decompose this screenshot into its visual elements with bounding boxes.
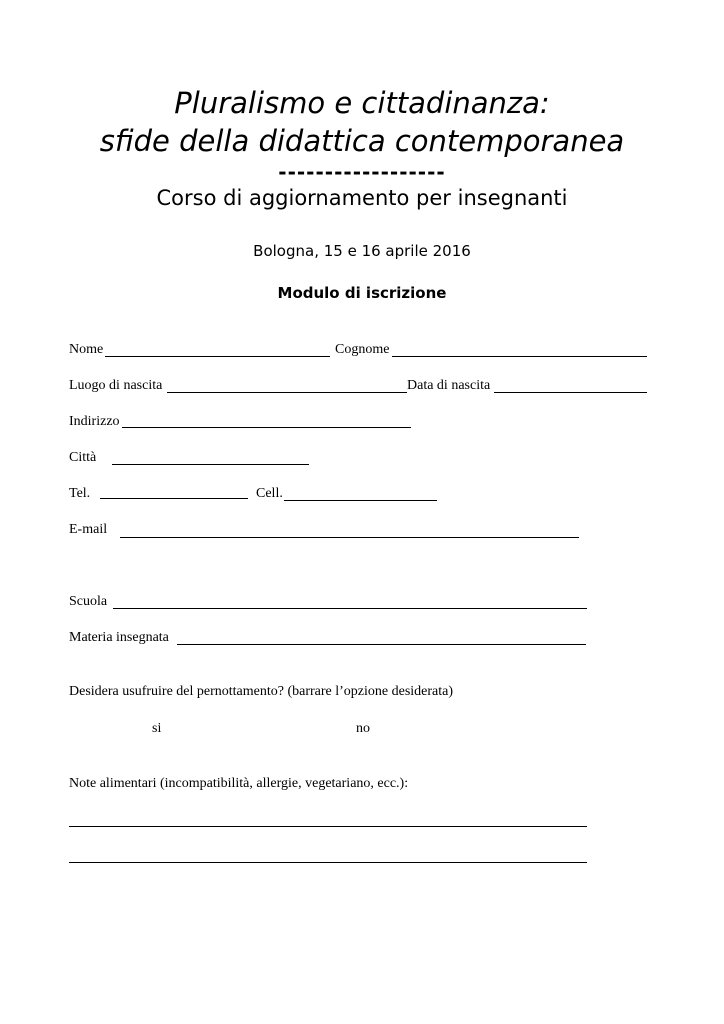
tel-label: Tel.: [69, 486, 91, 501]
indirizzo-label: Indirizzo: [69, 414, 120, 429]
notes-line-2[interactable]: [69, 862, 587, 863]
cognome-label: Cognome: [335, 342, 390, 357]
citta-field[interactable]: [112, 464, 309, 465]
cell-label: Cell.: [256, 486, 283, 501]
citta-label: Città: [69, 450, 97, 465]
title-line-1: Pluralismo e cittadinanza:: [174, 86, 550, 120]
overnight-option-no[interactable]: no: [356, 721, 370, 736]
subtitle: Corso di aggiornamento per insegnanti: [156, 186, 568, 210]
notes-line-1[interactable]: [69, 826, 587, 827]
scuola-field[interactable]: [113, 608, 587, 609]
luogo-nascita-label: Luogo di nascita: [69, 378, 163, 393]
title-line-2: sfide della didattica contemporanea: [99, 124, 625, 158]
cognome-field[interactable]: [392, 356, 647, 357]
indirizzo-field[interactable]: [122, 427, 411, 428]
materia-label: Materia insegnata: [69, 630, 169, 645]
form-title: Modulo di iscrizione: [277, 284, 447, 302]
email-label: E-mail: [69, 522, 108, 537]
email-field[interactable]: [120, 537, 579, 538]
scuola-label: Scuola: [69, 594, 108, 609]
overnight-option-yes[interactable]: si: [152, 721, 162, 736]
nome-label: Nome: [69, 342, 104, 357]
place-date: Bologna, 15 e 16 aprile 2016: [253, 242, 471, 260]
data-nascita-field[interactable]: [494, 392, 647, 393]
tel-field[interactable]: [100, 498, 248, 499]
materia-field[interactable]: [177, 644, 586, 645]
notes-label: Note alimentari (incompatibilità, allergie, vegetariano, ecc.):: [69, 776, 409, 791]
nome-field[interactable]: [105, 356, 330, 357]
cell-field[interactable]: [284, 500, 437, 501]
luogo-nascita-field[interactable]: [167, 392, 407, 393]
overnight-question: Desidera usufruire del pernottamento? (barrare l’opzione desiderata): [69, 684, 454, 699]
title-separator: ------------------: [278, 160, 446, 184]
data-nascita-label: Data di nascita: [407, 378, 491, 393]
